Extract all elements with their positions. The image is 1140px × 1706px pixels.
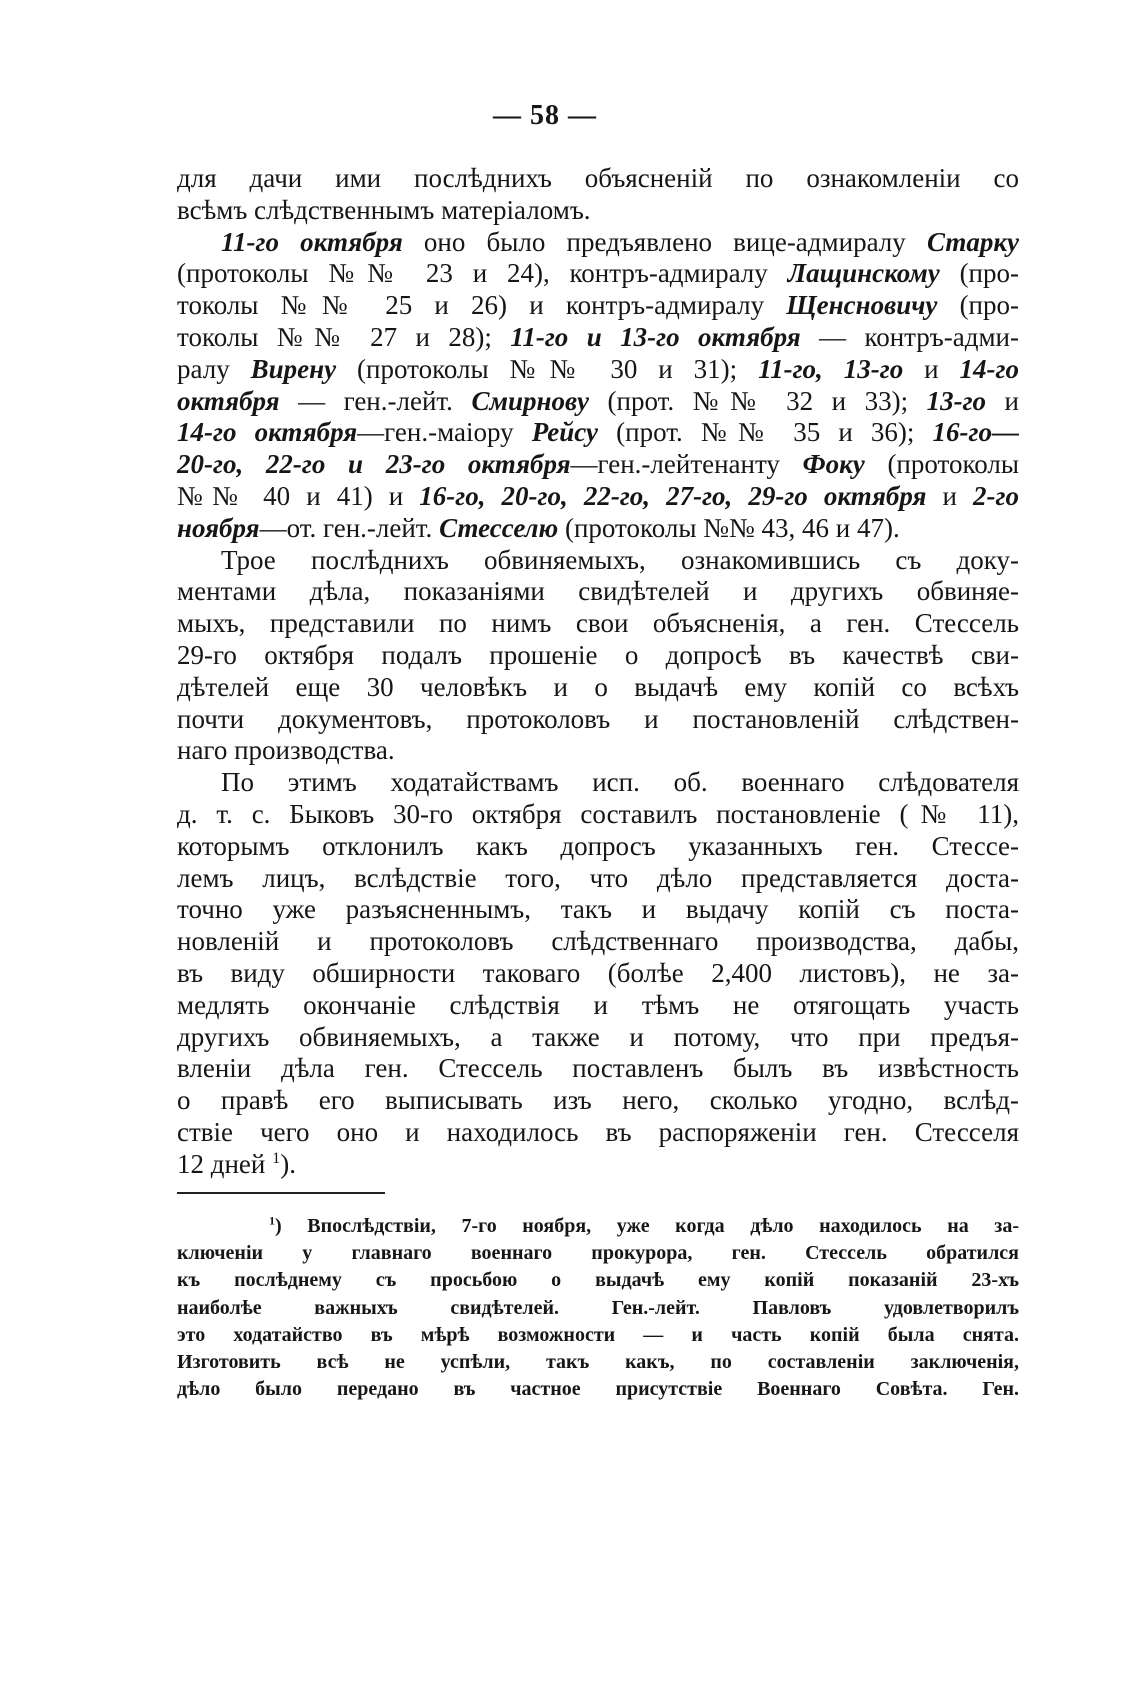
body-line: [177, 957, 1019, 989]
footnote-marker: 1: [272, 1148, 281, 1167]
text-segment: (протоколы №№ 43, 46 и 47).: [558, 512, 900, 543]
emphasized-text: Лащинскому: [787, 258, 940, 289]
body-line: [177, 1116, 1019, 1148]
text-segment: токолы №№ 25 и 26) и контръ-адмиралу: [177, 290, 787, 321]
text-segment: къ послѣднему съ просьбою о выдачѣ ему копій показаній 23-хъ: [177, 1269, 1019, 1292]
emphasized-text: Вирену: [250, 353, 337, 384]
text-segment: медлять окончаніе слѣдствія и тѣмъ не отягощать участь: [177, 989, 1019, 1020]
emphasized-text: Фоку: [802, 449, 865, 480]
text-segment: — контръ-адми-: [800, 322, 1019, 352]
text-segment: и: [986, 385, 1019, 416]
text-segment: почти документовъ, протоколовъ и постановленій слѣдствен-: [177, 703, 1019, 734]
text-segment: которымъ отклонилъ какъ допросъ указанныхъ ген. Стессе-: [177, 830, 1019, 861]
body-line: [177, 575, 1019, 607]
text-segment: —от. ген.-лейт.: [259, 512, 440, 543]
text-segment: мыхъ, представили по нимъ свои объясненія, а ген. Стессель: [177, 608, 1019, 639]
text-segment: наиболѣе важныхъ свидѣтелей. Ген.-лейт. Павловъ удовлетворилъ: [177, 1296, 1019, 1319]
body-line: [177, 257, 1019, 289]
text-segment: ствіе чего оно и находилось въ распоряженіи ген. Стесселя: [177, 1117, 1019, 1147]
body-line: [177, 989, 1019, 1021]
emphasized-text: 11-го и 13-го октября: [510, 322, 801, 352]
page-number: — 58 —: [493, 100, 597, 131]
footnote-line: [177, 1322, 1019, 1349]
text-segment: это ходатайство въ мѣрѣ возможности — и часть копій была снята.: [177, 1323, 1019, 1346]
text-segment: — ген.-лейт.: [279, 385, 472, 416]
emphasized-text: 14-го октября: [177, 417, 358, 448]
footnote-line: [177, 1295, 1019, 1322]
text-segment: (прот. №№ 32 и 33);: [589, 385, 927, 416]
emphasized-text: октября: [177, 385, 280, 416]
text-segment: (протоколы: [864, 449, 1019, 480]
body-line: [177, 162, 1019, 194]
body-line: [177, 798, 1019, 830]
text-segment: для дачи ими послѣднихъ объясненій по ознакомленіи со: [177, 163, 1019, 193]
footnote-line: [177, 1240, 1019, 1267]
body-line: [177, 1148, 1019, 1180]
text-segment: (протоколы №№ 23 и 24), контръ-адмиралу: [177, 258, 788, 289]
body-line: [177, 1084, 1019, 1116]
text-segment: 29-го октября подалъ прошеніе о допросѣ въ качествѣ сви-: [177, 640, 1019, 670]
emphasized-text: 13-го: [926, 385, 987, 416]
body-line: [177, 830, 1019, 862]
body-line: [177, 321, 1019, 353]
body-line: [177, 1052, 1019, 1084]
text-segment: (про-: [939, 258, 1019, 289]
body-line: [177, 289, 1019, 321]
emphasized-text: 16-го—: [932, 417, 1019, 448]
body-line: [177, 639, 1019, 671]
body-line: [177, 607, 1019, 639]
footnote-line: [177, 1267, 1019, 1294]
emphasized-text: Рейсу: [531, 417, 599, 448]
footnote-divider: [177, 1192, 385, 1194]
emphasized-text: 2-го: [973, 481, 1019, 511]
body-line: [177, 544, 1019, 576]
emphasized-text: Щенсновичу: [786, 290, 938, 321]
text-segment: (про-: [937, 290, 1019, 321]
body-line: [177, 925, 1019, 957]
text-segment: наго производства.: [177, 735, 395, 766]
text-segment: всѣмъ слѣдственнымъ матеріаломъ.: [177, 194, 591, 225]
body-line: [177, 353, 1019, 385]
emphasized-text: 11-го, 13-го: [758, 353, 904, 384]
emphasized-text: Стесселю: [439, 512, 559, 543]
text-segment: о правѣ его выписывать изъ него, сколько угодно, вслѣд-: [177, 1085, 1019, 1116]
text-segment: д. т. с. Быковъ 30-го октября составилъ постановленіе (№ 11),: [177, 799, 1019, 829]
text-segment: —ген.-маіору: [357, 417, 532, 448]
body-line: [177, 226, 1019, 258]
text-segment: точно уже разъясненнымъ, такъ и выдачу копій съ поста-: [177, 894, 1019, 925]
text-segment: въ виду обширности таковаго (болѣе 2,400 листовъ), не за-: [177, 958, 1019, 988]
body-line: [177, 703, 1019, 735]
text-segment: другихъ обвиняемыхъ, а также и потому, что при предъя-: [177, 1021, 1019, 1052]
body-line: [177, 480, 1019, 512]
body-line: [177, 893, 1019, 925]
emphasized-text: 16-го, 20-го, 22-го, 27-го, 29-го октября: [419, 481, 927, 511]
body-line: [177, 671, 1019, 703]
text-segment: и: [926, 481, 974, 511]
text-segment: новленій и протоколовъ слѣдственнаго производства, дабы,: [177, 926, 1019, 957]
emphasized-text: 11-го октября: [221, 226, 403, 257]
emphasized-text: 14-го: [959, 353, 1020, 384]
emphasized-text: Смирнову: [471, 385, 589, 416]
text-segment: ралу: [177, 353, 251, 384]
body-line: [177, 734, 1019, 766]
body-line: [177, 766, 1019, 798]
footnote-line: [177, 1213, 1019, 1240]
text-segment: дѣтелей еще 30 человѣкъ и о выдачѣ ему копій со всѣхъ: [177, 671, 1019, 702]
text-segment: дѣло было передано въ частное присутствіе Военнаго Совѣта. Ген.: [177, 1378, 1019, 1401]
text-segment: и: [903, 353, 960, 384]
text-segment: токолы №№ 27 и 28);: [177, 322, 511, 352]
body-line: [177, 512, 1019, 544]
footnote-line: [177, 1376, 1019, 1403]
body-line: [177, 385, 1019, 417]
text-segment: —ген.-лейтенанту: [570, 449, 803, 480]
text-segment: Трое послѣднихъ обвиняемыхъ, ознакомившись съ доку-: [221, 544, 1019, 575]
body-line: [177, 194, 1019, 226]
footnote-marker: 1: [269, 1213, 275, 1228]
text-segment: ментами дѣла, показаніями свидѣтелей и другихъ обвиняе-: [177, 576, 1019, 607]
emphasized-text: Старку: [926, 226, 1019, 257]
text-segment: лемъ лицъ, вслѣдствіе того, что дѣло представляется доста-: [177, 862, 1019, 893]
text-segment: Изготовить всѣ не успѣли, такъ какъ, по составленіи заключенія,: [177, 1351, 1019, 1373]
body-line: [177, 448, 1019, 480]
text-segment: По этимъ ходатайствамъ исп. об. военнаго слѣдователя: [221, 767, 1019, 798]
body-line: [177, 1021, 1019, 1053]
text-segment: ).: [280, 1148, 296, 1179]
text-segment: (прот. №№ 35 и 36);: [598, 417, 933, 448]
text-segment: №№ 40 и 41) и: [177, 481, 420, 511]
text-segment: оно было предъявлено вице-адмиралу: [402, 226, 927, 257]
text-segment: 12 дней: [177, 1148, 273, 1179]
text-segment: ) Впослѣдствіи, 7-го ноября, уже когда дѣло находилось на за-: [275, 1215, 1019, 1237]
body-line: [177, 416, 1019, 448]
text-segment: вленіи дѣла ген. Стессель поставленъ былъ въ извѣстность: [177, 1053, 1019, 1084]
emphasized-text: 20-го, 22-го и 23-го октября: [177, 449, 571, 480]
body-line: [177, 862, 1019, 894]
text-segment: (протоколы №№ 30 и 31);: [336, 353, 759, 384]
emphasized-text: ноября: [177, 512, 260, 543]
text-segment: ключеніи у главнаго военнаго прокурора, ген. Стессель обратился: [177, 1242, 1019, 1265]
footnote-line: [177, 1349, 1019, 1376]
